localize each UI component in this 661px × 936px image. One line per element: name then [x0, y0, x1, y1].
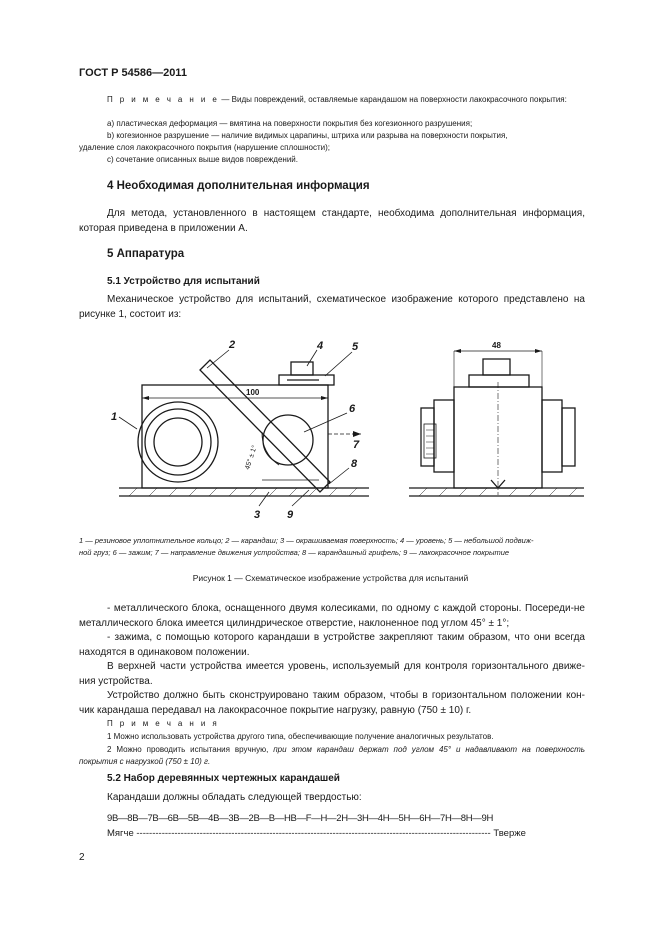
note-item-b: b) когезионное разрушение — наличие видимых царапины, штриха или разрыва на поверхности покрытия,	[107, 131, 508, 140]
weight	[291, 362, 313, 375]
callout-8: 8	[351, 458, 358, 470]
section-4-text: Для метода, установленного в настоящем стандарте, необходима дополнительная информация, которая приведена в приложении А.	[79, 208, 585, 234]
page-number: 2	[79, 852, 85, 863]
legend-line-2: ной груз; 6 — зажим; 7 — направление движения устройства; 8 — карандашный грифель; 9 — лакокрасочное покрытие	[79, 548, 510, 557]
figure-legend	[79, 535, 585, 559]
list-item-block: - металлического блока, оснащенного двумя колесиками, по одному с каждой стороны. Посереди-не металлического блока имеется цилиндрическое отверстие, наклоненное под углом 45° ± 1°;	[79, 603, 585, 629]
hardness-direction: Мягче ---------------------------------------------------------------------------------------------------------------- Тверже	[107, 828, 526, 839]
document-code: ГОСТ Р 54586—2011	[79, 67, 187, 79]
callout-6: 6	[349, 403, 356, 415]
note-2-start: 2 Можно проводить испытания вручную,	[107, 745, 274, 754]
paragraph-level: В верхней части устройства имеется уровень, используемый для контроля горизонтального движе-ния устройства.	[79, 661, 585, 687]
note-label: П р и м е ч а н и е	[107, 95, 220, 104]
callout-9: 9	[287, 509, 294, 521]
note-text: — Виды повреждений, оставляемые карандашом на поверхности лакокрасочного покрытия:	[219, 95, 567, 104]
callout-1: 1	[111, 411, 118, 423]
dimension-48: 48	[492, 341, 501, 350]
figure-caption: Рисунок 1 — Схематическое изображение устройства для испытаний	[192, 573, 469, 583]
legend-line-1: 1 — резиновое уплотнительное кольцо; 2 — карандаш; 3 — окрашиваемая поверхность; 4 — уровень; 5 — небольшой подвиж-	[79, 536, 534, 545]
notes-label: П р и м е ч а н и я	[107, 719, 220, 728]
section-4-title: 4 Необходимая дополнительная информация	[107, 180, 370, 192]
callout-4: 4	[317, 340, 324, 352]
section-5-2-title: 5.2 Набор деревянных чертежных карандашей	[107, 773, 340, 784]
section-5-title: 5 Аппаратура	[107, 248, 185, 260]
note-item-c: c) сочетание описанных выше видов повреждений.	[107, 155, 298, 164]
list-item-clamp: - зажима, с помощью которого карандаши в устройстве закрепляют таким образом, что они всегда находятся в одинаковом положении.	[79, 632, 585, 658]
section-5-1-title: 5.1 Устройство для испытаний	[107, 276, 260, 287]
note-item-b-cont: удаление слоя лакокрасочного покрытия (нарушение сплошности);	[79, 143, 330, 152]
angle-label: 45° ± 1°	[244, 444, 259, 471]
note-2	[79, 744, 585, 767]
device-diagram	[79, 330, 585, 530]
paragraph-load: Устройство должно быть сконструировано таким образом, чтобы в горизонтальном положении кон-чик карандаша передавал на лакокрасочное покрытие нагрузку, равную (750 ± 10) г.	[79, 690, 585, 716]
callout-3: 3	[254, 509, 261, 521]
hardness-scale: 9B—8B—7B—6B—5B—4B—3B—2B—B—HB—F—H—2H—3H—4H—5H—6H—7H—8H—9H	[107, 813, 494, 824]
section-5-1-intro: Механическое устройство для испытаний, схематическое изображение которого представлено на рисунке 1, состоит из:	[79, 294, 585, 320]
section-5-2-intro: Карандаши должны обладать следующей твердостью:	[107, 792, 362, 803]
note-2-italic: при этом карандаш держат под углом 45° и надавливают на поверхность покрытия с нагрузкой (750 ± 10) г.	[79, 745, 585, 766]
dimension-100: 100	[246, 388, 260, 397]
rubber-ring	[138, 402, 218, 482]
note-item-a: a) пластическая деформация — вмятина на поверхности покрытия без когезионного разрушения;	[107, 119, 473, 128]
note-intro	[79, 94, 585, 106]
callout-2: 2	[229, 339, 236, 351]
note-1: 1 Можно использовать устройства другого типа, обеспечивающие получение аналогичных результатов.	[107, 732, 494, 741]
callout-7: 7	[353, 439, 360, 451]
callout-5: 5	[352, 341, 359, 353]
